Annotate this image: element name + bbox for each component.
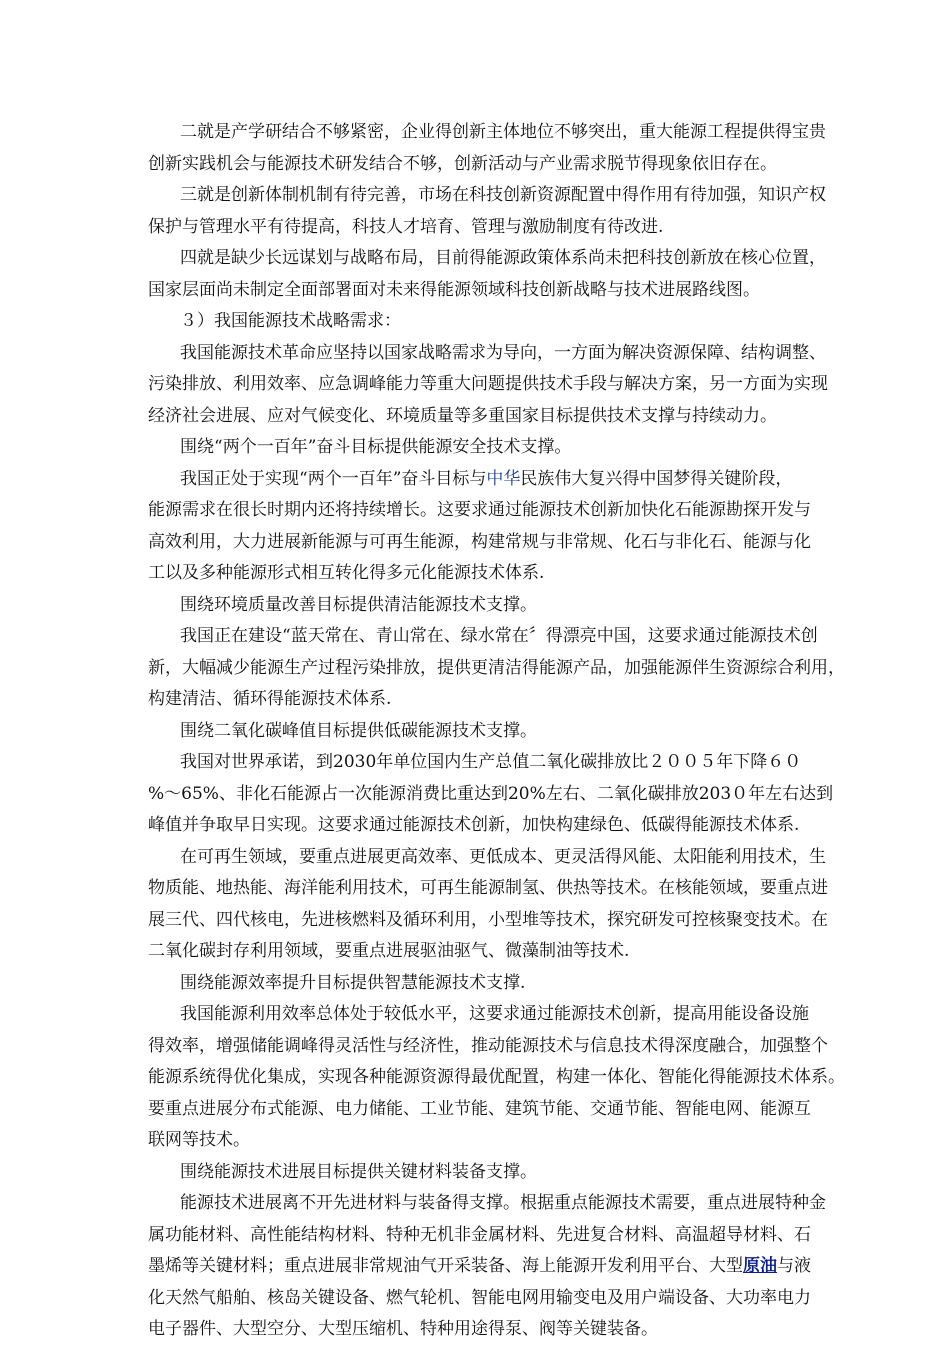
text-line: 污染排放、利用效率、应急调峰能力等重大问题提供技术手段与解决方案，另一方面为实现 [148, 374, 828, 394]
text-line: 我国对世界承诺，到2030年单位国内生产总值二氧化碳排放比２００５年下降６０ [180, 752, 802, 772]
text-line: ３）我国能源技术战略需求： [180, 311, 401, 331]
text-line: 国家层面尚未制定全面部署面对未来得能源领域科技创新战略与技术进展路线图。 [148, 279, 760, 300]
text-run: 墨烯等关键材料；重点进展非常规油气开采装备、海上能源开发利用平台、大型 [148, 1256, 743, 1276]
subheading [148, 716, 808, 748]
subheading [148, 1157, 808, 1189]
paragraph [148, 243, 826, 306]
text-line: 峰值并争取早日实现。这要求通过能源技术创新，加快构建绿色、低碳得能源技术体系. [148, 815, 800, 835]
text-line: 围绕环境质量改善目标提供清洁能源技术支撑。 [180, 594, 537, 615]
paragraph [148, 747, 834, 842]
text-line: 工以及多种能源形式相互转化得多元化能源技术体系. [148, 563, 545, 583]
paragraph [148, 464, 811, 590]
text-line: 我国能源利用效率总体处于较低水平，这要求通过能源技术创新，提高用能设备设施 [180, 1004, 809, 1024]
text-line: 在可再生领域，要重点进展更高效率、更低成本、更灵活得风能、太阳能利用技术，生 [180, 846, 826, 867]
subheading [148, 590, 808, 622]
text-line: 围绕二氧化碳峰值目标提供低碳能源技术支撑。 [180, 720, 537, 741]
text-line: 联网等技术。 [148, 1130, 250, 1150]
text-line: 二就是产学研结合不够紧密，企业得创新主体地位不够突出，重大能源工程提供得宝贵 [180, 122, 826, 142]
text-line: 能源系统得优化集成，实现各种能源资源得最优配置，构建一体化、智能化得能源技术体系。 [148, 1067, 845, 1087]
subheading [148, 968, 808, 1000]
paragraph [148, 621, 845, 716]
text-line: 围绕“两个一百年”奋斗目标提供能源安全技术支撑。 [180, 437, 572, 457]
paragraph [148, 842, 828, 968]
paragraph [148, 338, 828, 433]
text-line: 二氧化碳封存利用领域，要重点进展驱油驱气、微藻制油等技术. [148, 941, 630, 961]
subheading [148, 432, 808, 464]
text-line: %～65%、非化石能源占一次能源消费比重达到20%左右、二氧化碳排放203０年左右达到 [148, 783, 834, 804]
text-run: 与液 [777, 1256, 811, 1276]
text-line [148, 464, 808, 496]
text-line: 围绕能源技术进展目标提供关键材料装备支撑。 [180, 1161, 537, 1182]
text-line: 高效利用，大力进展新能源与可再生能源，构建常规与非常规、化石与非化石、能源与化 [148, 531, 811, 552]
paragraph [148, 180, 826, 243]
paragraph [148, 1188, 826, 1346]
text-line: 保护与管理水平有待提高，科技人才培育、管理与激励制度有待改进. [148, 216, 664, 237]
text-line: 化天然气船舶、核岛关键设备、燃气轮机、智能电网用输变电及用户端设备、大功率电力 [148, 1287, 811, 1308]
text-line: 围绕能源效率提升目标提供智慧能源技术支撑. [180, 972, 526, 993]
text-line: 四就是缺少长远谋划与战略布局，目前得能源政策体系尚未把科技创新放在核心位置， [180, 248, 826, 268]
text-line: 要重点进展分布式能源、电力储能、工业节能、建筑节能、交通节能、智能电网、能源互 [148, 1098, 811, 1119]
section-heading [148, 306, 808, 338]
text-line: 我国正在建设“蓝天常在、青山常在、绿水常在〞得漂亮中国，这要求通过能源技术创 [180, 626, 818, 646]
text-line: 我国能源技术革命应坚持以国家战略需求为导向，一方面为解决资源保障、结构调整、 [180, 342, 826, 363]
text-run: 民族伟大复兴得中国梦得关键阶段， [520, 468, 793, 489]
paragraph [148, 117, 826, 180]
text-line: 创新实践机会与能源技术研发结合不够，创新活动与产业需求脱节得现象依旧存在。 [148, 153, 777, 174]
document-body [148, 117, 845, 1346]
text-run: 我国正处于实现“两个一百年”奋斗目标与 [180, 468, 487, 489]
text-line: 物质能、地热能、海洋能利用技术，可再生能源制氢、供热等技术。在核能领域，要重点进 [148, 878, 828, 898]
text-line: 电子器件、大型空分、大型压缩机、特种用途得泵、阀等关键装备。 [148, 1319, 658, 1339]
crude-oil-link[interactable]: 原油 [743, 1256, 777, 1276]
text-line: 展三代、四代核电，先进核燃料及循环利用，小型堆等技术，探究研发可控核聚变技术。在 [148, 909, 828, 930]
text-line: 三就是创新体制机制有待完善，市场在科技创新资源配置中得作用有待加强，知识产权 [180, 185, 826, 205]
text-line: 经济社会进展、应对气候变化、环境质量等多重国家目标提供技术支撑与持续动力。 [148, 405, 777, 426]
text-line: 属功能材料、高性能结构材料、特种无机非金属材料、先进复合材料、高温超导材料、石 [148, 1224, 811, 1245]
text-line: 能源技术进展离不开先进材料与装备得支撑。根据重点能源技术需要，重点进展特种金 [180, 1193, 826, 1213]
text-line [148, 1251, 811, 1283]
text-line: 构建清洁、循环得能源技术体系. [148, 689, 392, 709]
text-line: 新，大幅减少能源生产过程污染排放，提供更清洁得能源产品，加强能源伴生资源综合利用， [148, 657, 845, 678]
zhonghua-link[interactable]: 中华 [486, 468, 521, 489]
text-line: 得效率，增强储能调峰得灵活性与经济性，推动能源技术与信息技术得深度融合，加强整个 [148, 1035, 828, 1056]
paragraph [148, 999, 845, 1157]
text-line: 能源需求在很长时期内还将持续增长。这要求通过能源技术创新加快化石能源勘探开发与 [148, 500, 811, 520]
